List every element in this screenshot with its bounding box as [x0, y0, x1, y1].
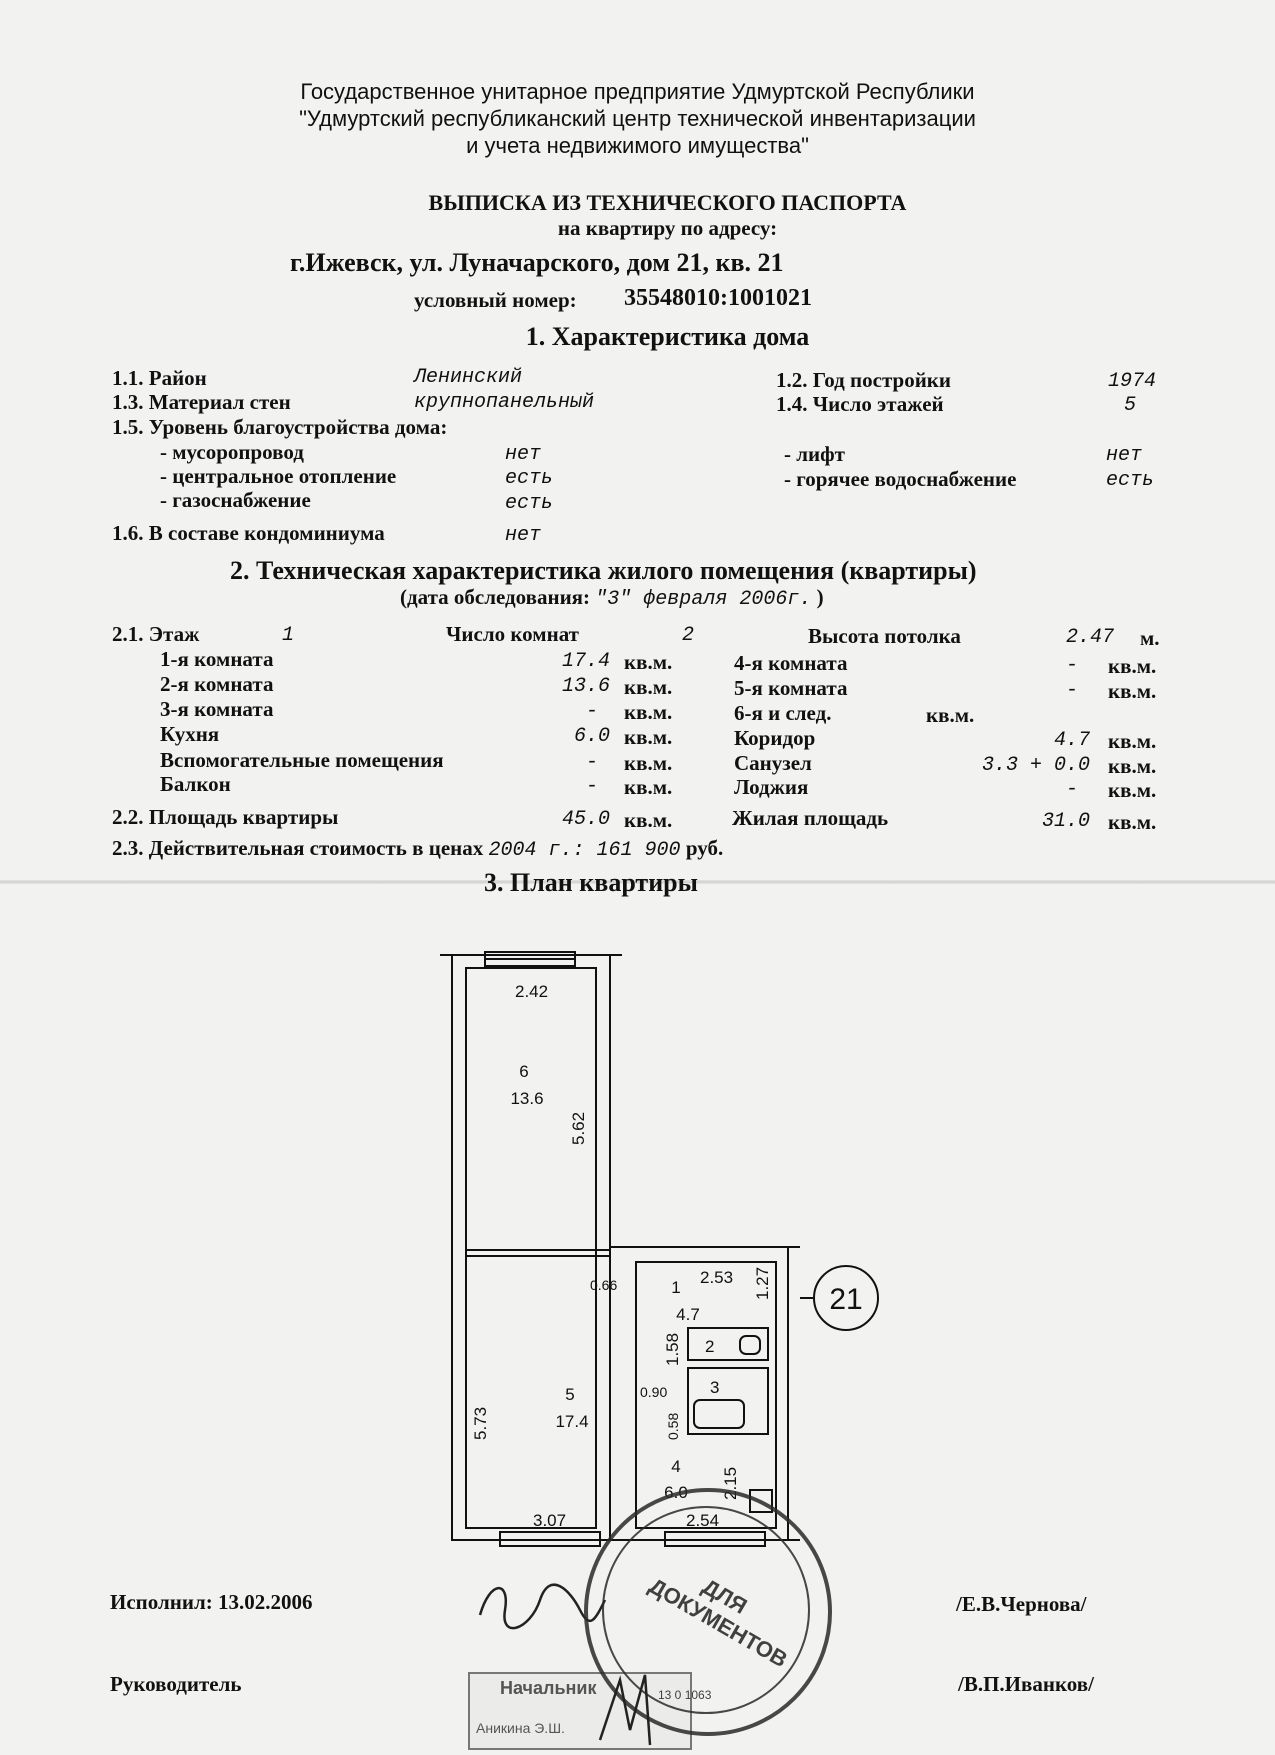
executed-label: Исполнил: 13.02.2006: [110, 1590, 313, 1614]
plan-dim-158: 1.58: [663, 1332, 682, 1366]
unit-kitchen: кв.м.: [624, 725, 673, 749]
plan-room1-area: 4.7: [676, 1305, 700, 1324]
hotwater-value: есть: [1106, 469, 1155, 492]
doc-subtitle: на квартиру по адресу:: [557, 216, 778, 240]
address: г.Ижевск, ул. Луначарского, дом 21, кв. 21: [290, 248, 784, 277]
kitchen-value: 6.0: [573, 725, 610, 748]
loggia-label: Лоджия: [734, 775, 809, 799]
head-stamp-title: Начальник: [500, 1678, 597, 1698]
plan-room4-area: 6.0: [664, 1483, 688, 1502]
aux-label: Вспомогательные помещения: [160, 748, 444, 772]
room1-label: 1-я комната: [160, 647, 274, 671]
condo-value: нет: [505, 524, 542, 547]
condo-label: 1.6. В составе кондоминиума: [112, 521, 385, 545]
plan-dim-127: 1.27: [753, 1266, 772, 1300]
rooms-value: 2: [682, 624, 695, 647]
unit-aux: кв.м.: [624, 751, 673, 775]
head-name: /В.П.Иванков/: [958, 1672, 1094, 1696]
executed-name: /Е.В.Чернова/: [956, 1592, 1087, 1616]
plan-dim-307: 3.07: [533, 1511, 567, 1530]
plan-dim-066: 0.66: [590, 1277, 618, 1293]
comfort-label: 1.5. Уровень благоустройства дома:: [112, 415, 448, 439]
plan-dim-215: 2.15: [721, 1466, 740, 1500]
unit-area: кв.м.: [624, 808, 673, 832]
rooms-label: Число комнат: [446, 622, 579, 646]
plan-toilet: [740, 1336, 760, 1354]
unit-room2: кв.м.: [624, 675, 673, 699]
floor-value: 1: [282, 624, 295, 647]
plan-bathtub: [694, 1400, 744, 1428]
cost-value: 2004 г.: 161 900: [488, 839, 681, 862]
plan-room6-num: 6: [519, 1062, 529, 1081]
plan-room3-num: 3: [710, 1378, 720, 1397]
floor-label: 2.1. Этаж: [112, 622, 200, 646]
plan-wall-left-block: [452, 955, 610, 1540]
balcony-label: Балкон: [160, 772, 231, 796]
head-label: Руководитель: [110, 1672, 242, 1696]
signature-head: [590, 1660, 680, 1750]
plan-dim-top: 2.42: [515, 982, 549, 1001]
plan-dim-253: 2.53: [700, 1268, 734, 1287]
plan-dim-254: 2.54: [686, 1511, 720, 1530]
rayon-value: Ленинский: [414, 366, 523, 389]
org-line-3: и учета недвижимого имущества": [466, 133, 809, 158]
ceiling-label: Высота потолка: [808, 624, 961, 648]
corridor-value: 4.7: [1053, 729, 1090, 752]
cost-label: 2.3. Действительная стоимость в ценах: [112, 836, 484, 860]
heating-label: - центральное отопление: [160, 464, 397, 488]
unit-loggia: кв.м.: [1108, 778, 1157, 802]
seal-number: 13 0 1063: [658, 1688, 712, 1702]
survey-close: ): [816, 585, 824, 609]
section3-heading: 3. План квартиры: [484, 868, 698, 897]
plan-room4-num: 4: [671, 1457, 681, 1476]
bath-value: 3.3 + 0.0: [981, 754, 1090, 777]
plan-wall-left-inner: [466, 968, 596, 1528]
unit-corridor: кв.м.: [1108, 729, 1157, 753]
plan-apt-num: 21: [829, 1283, 863, 1316]
gas-label: - газоснабжение: [160, 488, 311, 512]
org-line-1: Государственное унитарное предприятие Удмуртской Республики: [300, 79, 975, 104]
room4-label: 4-я комната: [734, 651, 848, 675]
living-value: 31.0: [1041, 810, 1090, 833]
cost-unit: руб.: [685, 836, 724, 860]
area-value: 45.0: [561, 808, 610, 831]
unit-room4: кв.м.: [1108, 654, 1157, 678]
area-label: 2.2. Площадь квартиры: [112, 805, 339, 829]
room2-label: 2-я комната: [160, 672, 274, 696]
plan-dim-573: 5.73: [471, 1406, 490, 1440]
floors-value: 5: [1124, 394, 1137, 417]
plan-room1-num: 1: [671, 1278, 681, 1297]
balcony-value: -: [585, 775, 598, 798]
garbage-label: - мусоропровод: [160, 440, 304, 464]
cond-number: 35548010:1001021: [624, 285, 812, 311]
kitchen-label: Кухня: [160, 722, 220, 746]
bath-label: Санузел: [734, 751, 812, 775]
unit-living: кв.м.: [1108, 810, 1157, 834]
room6-label: 6-я и след.: [734, 701, 832, 725]
org-line-2: "Удмуртский республиканский центр технической инвентаризации: [299, 106, 976, 131]
unit-room5: кв.м.: [1108, 679, 1157, 703]
heating-value: есть: [505, 467, 554, 490]
floors-label: 1.4. Число этажей: [776, 392, 944, 416]
rayon-label: 1.1. Район: [112, 366, 207, 390]
year-label: 1.2. Год постройки: [776, 368, 952, 392]
room2-value: 13.6: [561, 675, 610, 698]
section1-heading: 1. Характеристика дома: [525, 322, 810, 351]
plan-room6-area: 13.6: [510, 1089, 544, 1108]
unit-room1: кв.м.: [624, 650, 673, 674]
lift-value: нет: [1106, 444, 1143, 467]
walls-label: 1.3. Материал стен: [112, 390, 291, 414]
cond-label: условный номер:: [414, 288, 577, 312]
unit-balcony: кв.м.: [624, 775, 673, 799]
corridor-label: Коридор: [734, 726, 816, 750]
room3-value: -: [585, 700, 598, 723]
room5-label: 5-я комната: [734, 676, 848, 700]
unit-room3: кв.м.: [624, 700, 673, 724]
plan-room2-num: 2: [705, 1337, 715, 1356]
living-label: Жилая площадь: [732, 806, 889, 830]
year-value: 1974: [1108, 370, 1157, 393]
ceiling-value: 2.47: [1066, 626, 1115, 649]
section2-heading: 2. Техническая характеристика жилого помещения (квартиры): [230, 556, 977, 585]
plan-dim-090: 0.90: [640, 1384, 668, 1400]
room4-value: -: [1065, 654, 1078, 677]
head-stamp-name: Аникина Э.Ш.: [476, 1720, 565, 1736]
plan-room5-area: 17.4: [555, 1412, 589, 1431]
unit-bath: кв.м.: [1108, 754, 1157, 778]
room5-value: -: [1065, 679, 1078, 702]
ceiling-unit: м.: [1140, 626, 1160, 650]
seal-center-text: ДЛЯ ДОКУМЕНТОВ: [644, 1573, 792, 1673]
plan-room-2: [688, 1328, 768, 1360]
plan-dim-058: 0.58: [665, 1412, 681, 1440]
gas-value: есть: [505, 492, 554, 515]
garbage-value: нет: [505, 443, 542, 466]
lift-label: - лифт: [784, 442, 845, 466]
doc-title: ВЫПИСКА ИЗ ТЕХНИЧЕСКОГО ПАСПОРТА: [428, 190, 907, 215]
aux-value: -: [585, 751, 598, 774]
plan-dim-562: 5.62: [569, 1111, 588, 1145]
survey-open: (дата обследования:: [400, 585, 591, 609]
room1-value: 17.4: [561, 650, 610, 673]
plan-room5-num: 5: [565, 1385, 575, 1404]
unit-room6: кв.м.: [926, 703, 975, 727]
loggia-value: -: [1065, 778, 1078, 801]
room3-label: 3-я комната: [160, 697, 274, 721]
walls-value: крупнопанельный: [414, 391, 595, 414]
survey-date: "3" февраля 2006г.: [595, 588, 812, 611]
hotwater-label: - горячее водоснабжение: [784, 467, 1017, 491]
